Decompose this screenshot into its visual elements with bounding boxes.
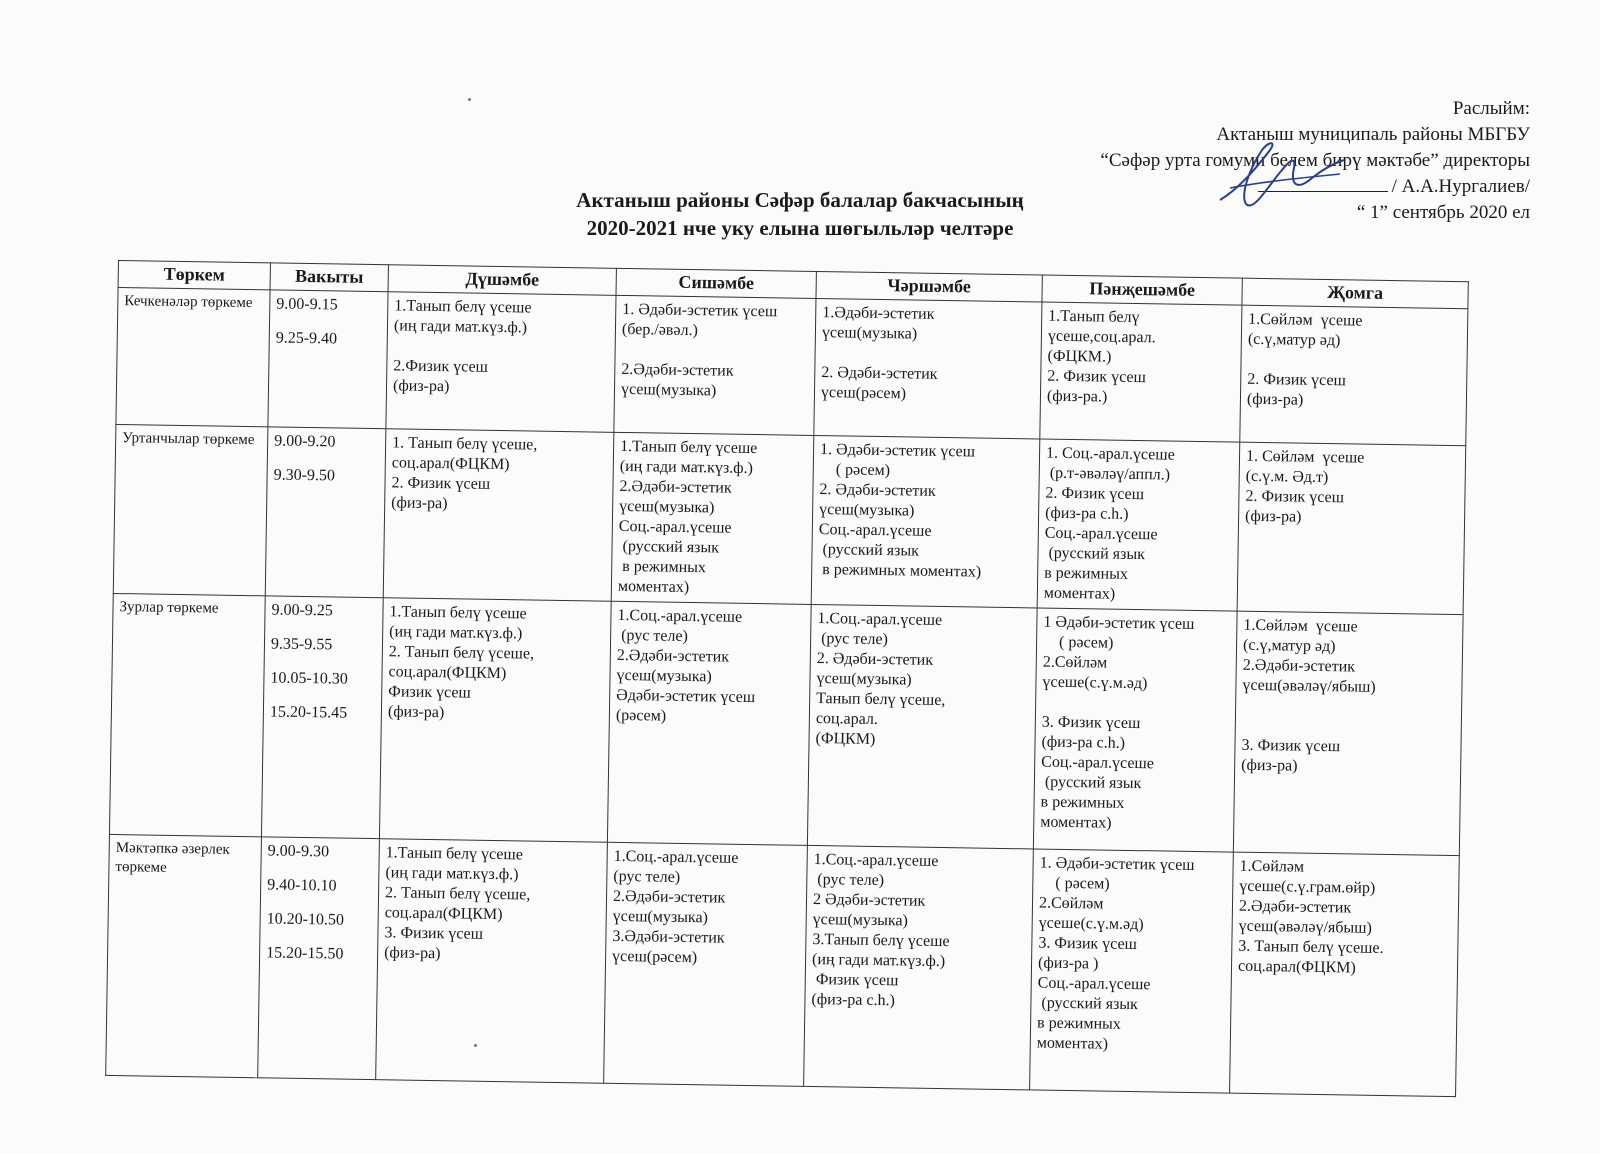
tuesday-cell: 1. Әдәби-эстетик үсеш (бер./әвәл.) 2.Әдәби-эстетик үсеш(музыка) [614, 295, 816, 435]
time-slot: 9.00-9.25 [271, 601, 333, 620]
title-line-1: Актаныш районы Сәфәр балалар бакчасының [576, 188, 1024, 212]
monday-cell: 1.Танып белү үсеше (иң гади мат.күз.ф.) 2. Танып белү үсеше, соц.арал(ФЦКМ) Физик үсеш (физ-ра) [379, 598, 611, 843]
schedule-sheet [105, 260, 1469, 1097]
title-line-2: 2020-2021 нче уку елына шөгыльләр челтәре [586, 216, 1014, 240]
time-cell [258, 837, 380, 1080]
header-tuesday: Сишәмбе [616, 268, 816, 298]
table-row [106, 834, 1460, 1096]
approval-organization: Актаныш муниципаль районы МБГБУ [1216, 124, 1530, 145]
header-group: Төркем [118, 261, 270, 290]
approval-name: / А.А.Нургалиев/ [1391, 176, 1530, 197]
thursday-cell: 1. Әдәби-эстетик үсеш ( рәсем) 2.Сөйләм үсеше(с.ү.м.әд) 3. Физик үсеш (физ-ра ) Соц.-арал.үсеше (русский язык в режимных моментах) [1030, 849, 1234, 1093]
wednesday-cell: 1.Соц.-арал.үсеше (рус теле) 2. Әдәби-эстетик үсеш(музыка) Танып белү үсеше, соц.арал. (ФЦКМ) [807, 604, 1037, 849]
time-slot: 15.20-15.45 [269, 703, 348, 722]
wednesday-cell: 1. Әдәби-эстетик үсеш ( рәсем) 2. Әдәби-эстетик үсеш(музыка) Соц.-арал.үсеше (русский язык в режимных моментах) [811, 435, 1040, 608]
scan-speck [468, 98, 471, 101]
time-slot: 9.40-10.10 [267, 876, 337, 895]
approval-date: “ 1” сентябрь 2020 ел [1356, 202, 1530, 223]
friday-cell: 1. Сөйләм үсеше (с.ү.м. Әд.т) 2. Физик үсеш (физ-ра) [1237, 442, 1466, 615]
time-cell [261, 596, 383, 839]
header-wednesday: Чәршәмбе [816, 271, 1042, 302]
schedule-table [105, 260, 1469, 1097]
group-cell: Уртанчылар төркеме [113, 424, 268, 595]
header-thursday: Пәнҗешәмбе [1042, 275, 1242, 305]
time-slot: 9.00-9.15 [276, 295, 338, 314]
scan-speck [474, 1044, 477, 1047]
time-slot: 9.25-9.40 [275, 329, 338, 348]
time-slot: 9.00-9.30 [267, 842, 330, 861]
friday-cell: 1.Сөйләм үсеше(с.ү.грам.өйр) 2.Әдәби-эстетик үсеш(әвәләү/ябыш) 3. Танып белү үсеше. соц.арал(ФЦКМ) [1230, 852, 1460, 1097]
thursday-cell: 1 Әдәби-эстетик үсеш ( рәсем) 2.Сөйләм үсеше(с.ү.м.әд) 3. Физик үсеш (физ-ра с.һ.) Соц.-арал.үсеше (русский язык в режимных моментах) [1033, 608, 1237, 852]
header-time: Вакыты [270, 263, 388, 292]
table-row [109, 593, 1463, 855]
tuesday-cell: 1.Танып белү үсеше (иң гади мат.күз.ф.) 2.Әдәби-эстетик үсеш(музыка) Соц.-арал.үсеше (русский язык в режимных моментах) [611, 432, 814, 604]
monday-cell: 1.Танып белү үсеше (иң гади мат.күз.ф.) 2. Танып белү үсеше, соц.арал(ФЦКМ) 3. Физик үсеш (физ-ра) [376, 839, 608, 1084]
group-cell: Зурлар төркеме [109, 593, 265, 836]
monday-cell: 1.Танып белү үсеше (иң гади мат.күз.ф.) 2.Физик үсеш (физ-ра) [386, 292, 616, 433]
document-title [0, 186, 1600, 242]
time-slot: 9.00-9.20 [274, 432, 336, 451]
tuesday-cell: 1.Соц.-арал.үсеше (рус теле) 2.Әдәби-эстетик үсеш(музыка) Әдәби-эстетик үсеш (рәсем) [607, 601, 811, 845]
table-row [116, 288, 1468, 446]
time-cell [268, 290, 388, 429]
approval-position: “Сәфәр урта гомуми белем бирү мәктәбе” директоры [1100, 150, 1530, 171]
friday-cell: 1.Сөйләм үсеше (с.ү,матур әд) 2. Физик үсеш (физ-ра) [1240, 305, 1468, 446]
time-slot: 9.35-9.55 [270, 635, 333, 654]
friday-cell: 1.Сөйләм үсеше (с.ү,матур әд) 2.Әдәби-эстетик үсеш(әвәләү/ябыш) 3. Физик үсеш (физ-ра) [1233, 611, 1463, 856]
wednesday-cell: 1.Соц.-арал.үсеше (рус теле) 2 Әдәби-эстетик үсеш(музыка) 3.Танып белү үсеше (иң гади мат.күз.ф.) Физик үсеш (физ-ра с.һ.) [804, 845, 1034, 1090]
tuesday-cell: 1.Соц.-арал.үсеше (рус теле) 2.Әдәби-эстетик үсеш(музыка) 3.Әдәби-эстетик үсеш(рәсем) [604, 842, 808, 1086]
thursday-cell: 1. Соц.-арал.үсеше (р.т-әвәләү/аппл.) 2. Физик үсеш (физ-ра с.һ.) Соц.-арал.үсеше (русский язык в режимных моментах) [1037, 439, 1240, 611]
header-friday: Җомга [1242, 278, 1468, 309]
approval-heading: Раслыйм: [1452, 98, 1530, 119]
time-slot: 10.05-10.30 [270, 669, 348, 688]
time-slot: 15.20-15.50 [266, 944, 344, 963]
table-row [113, 424, 1465, 614]
time-slot: 10.20-10.50 [266, 910, 345, 929]
time-cell [265, 427, 386, 598]
group-cell: Мәктәпкә әзерлек төркеме [106, 834, 262, 1077]
monday-cell: 1. Танып белү үсеше, соц.арал(ФЦКМ) 2. Физик үсеш (физ-ра) [383, 429, 614, 602]
thursday-cell: 1.Танып белү үсеше,соц.арал. (ФЦКМ.) 2. Физик үсеш (физ-ра.) [1040, 302, 1242, 442]
time-slot: 9.30-9.50 [273, 466, 336, 485]
wednesday-cell: 1.Әдәби-эстетик үсеш(музыка) 2. Әдәби-эстетик үсеш(рәсем) [814, 298, 1042, 439]
group-cell: Кечкенәләр төркеме [116, 288, 270, 427]
header-monday: Дүшәмбе [388, 265, 616, 296]
